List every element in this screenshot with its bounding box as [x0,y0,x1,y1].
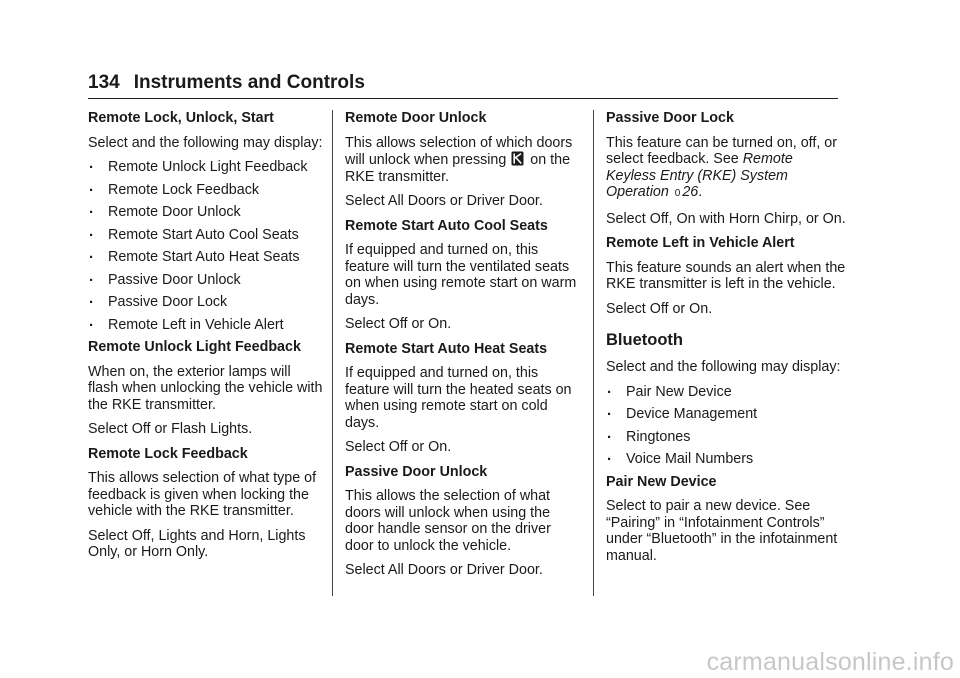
list-item: . Remote Start Auto Cool Seats [88,227,324,244]
cross-reference-link[interactable]: Remote Keyless Entry (RKE) System Operation [606,151,793,200]
heading-lock-feedback: Remote Lock Feedback [88,445,248,462]
paragraph: This allows the selection of what doors will unlock when using the door handle sensor on the driver door to unlock the vehicle. [345,488,551,554]
display-options-list [88,159,324,333]
list-item: . Ringtones [606,429,846,446]
paragraph: If equipped and turned on, this feature will turn the ventilated seats on when using remote start on warm days. [345,242,577,308]
page-header [88,72,838,94]
paragraph-text: on the RKE transmitter. [345,152,571,185]
list-item: . Remote Left in Vehicle Alert [88,317,324,334]
page-reference[interactable]: 26 [682,184,699,200]
heading-remote-door-unlock: Remote Door Unlock [345,110,487,126]
list-item: . Remote Unlock Light Feedback [88,159,324,176]
column-3 [606,110,846,572]
paragraph: Select Off or On. [345,439,452,455]
list-item: . Remote Start Auto Heat Seats [88,249,324,266]
heading-auto-cool-seats: Remote Start Auto Cool Seats [345,217,548,234]
paragraph: Select Off or On. [345,316,452,332]
paragraph: Select and the following may display: [606,359,841,375]
column-1 [88,110,324,569]
heading-passive-door-lock: Passive Door Lock [606,110,734,126]
list-item: . Remote Lock Feedback [88,182,324,199]
page-ref-arrow-icon: 0 [674,188,681,199]
page-number: 134 [88,72,120,93]
paragraph: Select Off or On. [606,300,713,317]
column-divider-2 [593,110,594,596]
list-item: . Device Management [606,406,846,423]
paragraph-text: This feature can be turned on, off, or select feedback. See [606,134,838,167]
list-item: . Passive Door Lock [88,294,324,311]
column-divider-1 [332,110,333,596]
heading-bluetooth: Bluetooth [606,331,683,349]
bluetooth-options-list [606,384,846,468]
paragraph [606,135,846,203]
watermark: carmanualsonline.info [706,648,954,676]
heading-pair-new-device: Pair New Device [606,473,717,490]
paragraph: Select Off, On with Horn Chirp, or On. [606,210,846,227]
key-fob-unlock-icon [511,151,524,166]
paragraph-text: This allows selection of which doors will unlock when pressing [345,134,573,168]
heading-remote-lock-unlock-start: Remote Lock, Unlock, Start [88,110,274,126]
section-title: Instruments and Controls [133,72,365,93]
heading-passive-door-unlock: Passive Door Unlock [345,463,488,480]
paragraph: Select to pair a new device. See “Pairing” in “Infotainment Controls” under “Bluetooth” in the infotainment manual. [606,498,838,564]
list-item: . Passive Door Unlock [88,272,324,289]
paragraph: This allows selection of what type of feedback is given when locking the vehicle with the RKE transmitter. [88,470,317,519]
paragraph: If equipped and turned on, this feature will turn the heated seats on when using remote start on cold days. [345,365,572,431]
heading-auto-heat-seats: Remote Start Auto Heat Seats [345,340,548,357]
list-item: . Pair New Device [606,384,846,401]
list-item: . Remote Door Unlock [88,204,324,221]
paragraph: Select All Doors or Driver Door. [345,562,543,578]
column-2 [345,110,581,587]
list-item: . Voice Mail Numbers [606,451,846,468]
paragraph: This feature sounds an alert when the RKE transmitter is left in the vehicle. [606,259,846,292]
paragraph: Select Off or Flash Lights. [88,421,253,437]
heading-left-in-vehicle-alert: Remote Left in Vehicle Alert [606,235,795,251]
period: . [698,184,703,200]
paragraph [345,135,581,186]
heading-unlock-light-feedback: Remote Unlock Light Feedback [88,339,301,355]
paragraph: When on, the exterior lamps will flash when unlocking the vehicle with the RKE transmitter. [88,363,323,413]
header-rule [88,98,838,99]
paragraph: Select Off, Lights and Horn, Lights Only, or Horn Only. [88,527,306,560]
select-intro: Select and the following may display: [88,134,323,151]
paragraph: Select All Doors or Driver Door. [345,193,543,209]
